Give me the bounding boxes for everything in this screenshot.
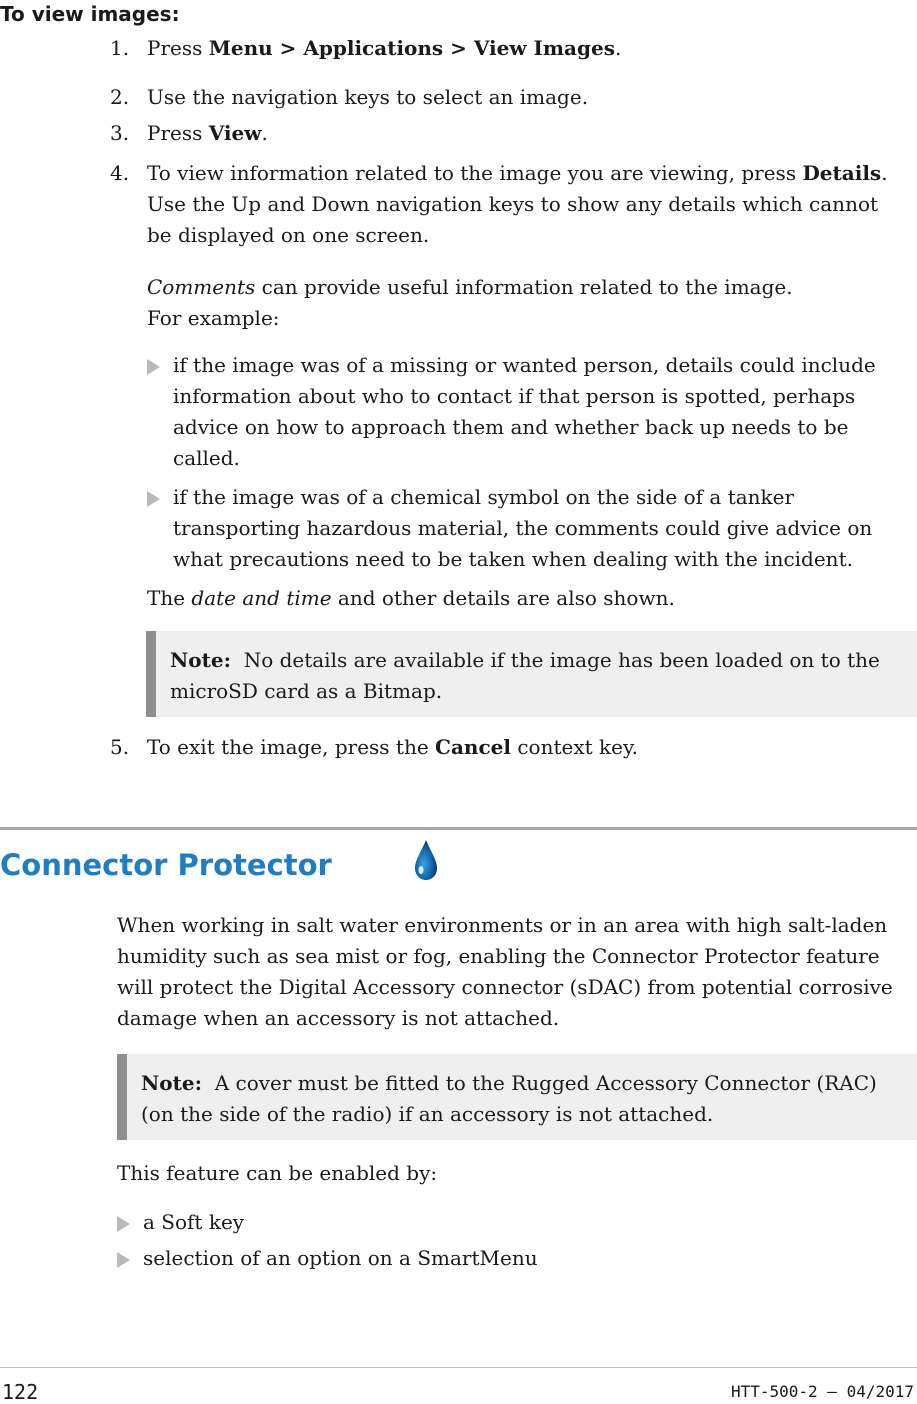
step-number: 5. xyxy=(110,735,130,759)
note-label: Note: xyxy=(141,1071,202,1095)
step-text: Press Menu > Applications > View Images. xyxy=(147,36,622,60)
datetime-paragraph: The date and time and other details are also shown. xyxy=(147,586,675,610)
bullet-triangle-icon xyxy=(147,359,160,375)
connector-paragraph: When working in salt water environments or in an area with high salt-laden humidity such as sea mist or fog, enabling the Connector Protector feature will protect the Digital Accessory connector (sDAC) from potential corrosive damage when an accessory is not attached. xyxy=(117,913,893,1030)
bullet-triangle-icon xyxy=(117,1252,130,1268)
step-text: To exit the image, press the Cancel context key. xyxy=(147,735,638,759)
step-text: Use the navigation keys to select an image. xyxy=(147,85,589,109)
note-box: Note: A cover must be fitted to the Rugged Accessory Connector (RAC) (on the side of the radio) if an accessory is not attached. xyxy=(117,1054,917,1140)
section-title: Connector Protector xyxy=(0,848,332,882)
bullet-triangle-icon xyxy=(147,491,160,507)
note-box: Note: No details are available if the image has been loaded on to the microSD card as a Bitmap. xyxy=(146,631,917,717)
enable-text: This feature can be enabled by: xyxy=(117,1161,438,1185)
page-number: 122 xyxy=(2,1380,39,1404)
section-heading: To view images: xyxy=(0,2,180,26)
step-number: 1. xyxy=(110,36,130,60)
water-drop-icon xyxy=(412,838,440,882)
note-label: Note: xyxy=(170,648,231,672)
section-divider xyxy=(0,827,917,830)
footer-divider xyxy=(0,1367,917,1368)
document-id: HTT-500-2 – 04/2017 xyxy=(730,1382,914,1401)
bullet-triangle-icon xyxy=(117,1216,130,1232)
step-number: 2. xyxy=(110,85,130,109)
step-number: 3. xyxy=(110,121,130,145)
step-number: 4. xyxy=(110,161,130,185)
comments-paragraph: Comments can provide useful information related to the image. For example: xyxy=(147,275,793,330)
step-text: To view information related to the image you are viewing, press Details. Use the Up and Down navigation keys to show any details which cannot be displayed on one screen. xyxy=(147,161,888,247)
step-text: Press View. xyxy=(147,121,268,145)
